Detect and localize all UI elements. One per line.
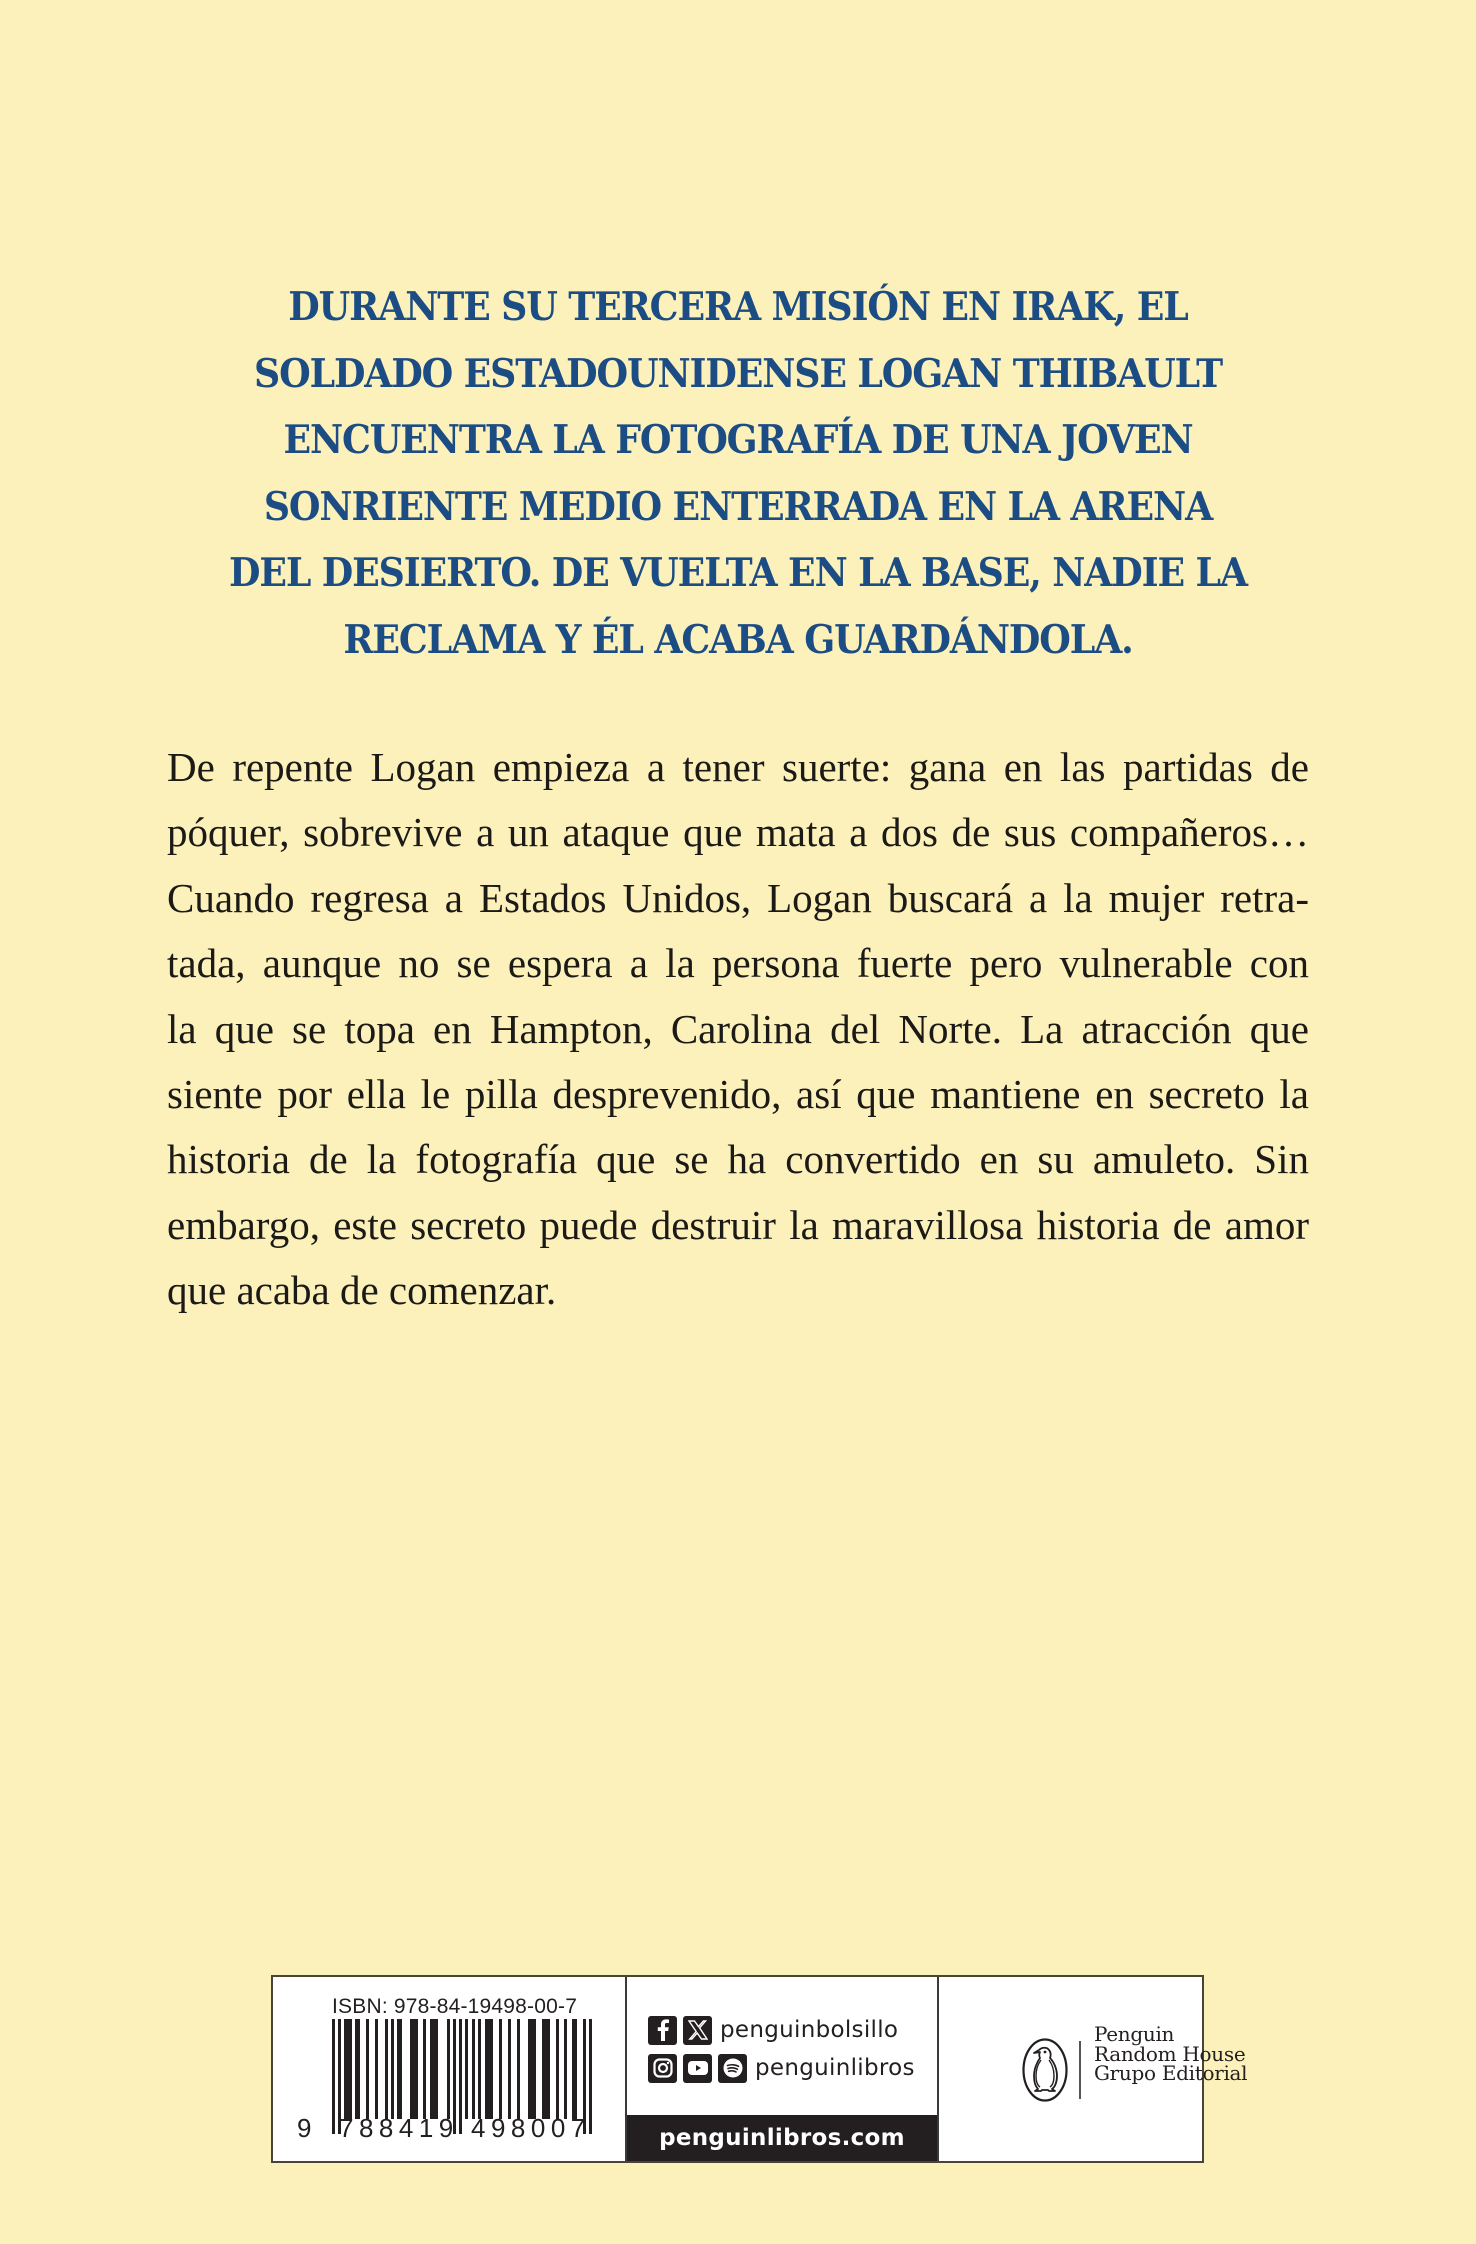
youtube-icon[interactable] — [683, 2054, 712, 2083]
penguin-logo-icon — [1022, 2038, 1068, 2102]
headline-line: DEL DESIERTO. DE VUELTA EN LA BASE, NADIE LA — [229, 550, 1247, 597]
publisher-info-box — [271, 1975, 1248, 2163]
headline-line: DURANTE SU TERCERA MISIÓN EN IRAK, EL — [288, 284, 1188, 330]
barcode-digit-group: 498007 — [471, 2113, 591, 2143]
publisher-name-line: Grupo Editorial — [1094, 2061, 1248, 2085]
synopsis-line: historia de la fotografía que se ha convertido en su amuleto. Sin — [167, 1136, 1309, 1183]
website-link[interactable]: penguinlibros.com — [627, 2115, 937, 2161]
social-panel — [627, 1977, 939, 2161]
headline-line: RECLAMA Y ÉL ACABA GUARDÁNDOLA. — [343, 616, 1133, 663]
synopsis-line: Cuando regresa a Estados Unidos, Logan buscará a la mujer retra- — [167, 874, 1309, 921]
synopsis-line: siente por ella le pilla desprevenido, así que mantiene en secreto la — [167, 1071, 1309, 1118]
social-row-penguinlibros — [648, 2053, 915, 2083]
synopsis-line: que acaba de comenzar. — [167, 1267, 557, 1314]
publisher-name-line: Random House — [1094, 2041, 1246, 2066]
publisher-name — [1094, 2022, 1248, 2085]
headline-line: SONRIENTE MEDIO ENTERRADA EN LA ARENA — [263, 483, 1213, 530]
facebook-icon[interactable] — [648, 2016, 677, 2045]
social-row-penguinbolsillo — [648, 2015, 898, 2045]
synopsis-line: embargo, este secreto puede destruir la maravillosa historia de amor — [167, 1201, 1309, 1248]
synopsis-line: De repente Logan empieza a tener suerte: gana en las partidas de — [167, 744, 1309, 790]
logo-divider — [1079, 2041, 1081, 2099]
headline-blurb — [191, 274, 1285, 674]
publisher-logo-panel — [939, 1977, 1248, 2161]
synopsis-paragraph — [167, 735, 1309, 1324]
isbn-label: ISBN: 978-84-19498-00-7 — [332, 1995, 578, 2018]
social-handle: penguinbolsillo — [720, 2017, 899, 2043]
isbn-panel — [273, 1977, 627, 2161]
barcode-digit-prefix: 9 — [297, 2113, 312, 2143]
barcode-digit-group: 788419 — [339, 2113, 459, 2143]
x-twitter-icon[interactable] — [683, 2016, 712, 2045]
instagram-icon[interactable] — [648, 2054, 677, 2083]
headline-line: ENCUENTRA LA FOTOGRAFÍA DE UNA JOVEN — [283, 417, 1193, 464]
synopsis-line: tada, aunque no se espera a la persona fuerte pero vulnerable con — [167, 940, 1309, 987]
publisher-name-line: Penguin — [1094, 2022, 1175, 2046]
synopsis-line: póquer, sobrevive a un ataque que mata a dos de sus compañeros… — [167, 809, 1309, 856]
spotify-icon[interactable] — [718, 2054, 747, 2083]
headline-line: SOLDADO ESTADOUNIDENSE LOGAN THIBAULT — [254, 350, 1222, 397]
social-handle: penguinlibros — [755, 2055, 915, 2081]
synopsis-line: la que se topa en Hampton, Carolina del Norte. La atracción que — [167, 1005, 1309, 1052]
barcode-digits — [297, 2113, 591, 2144]
